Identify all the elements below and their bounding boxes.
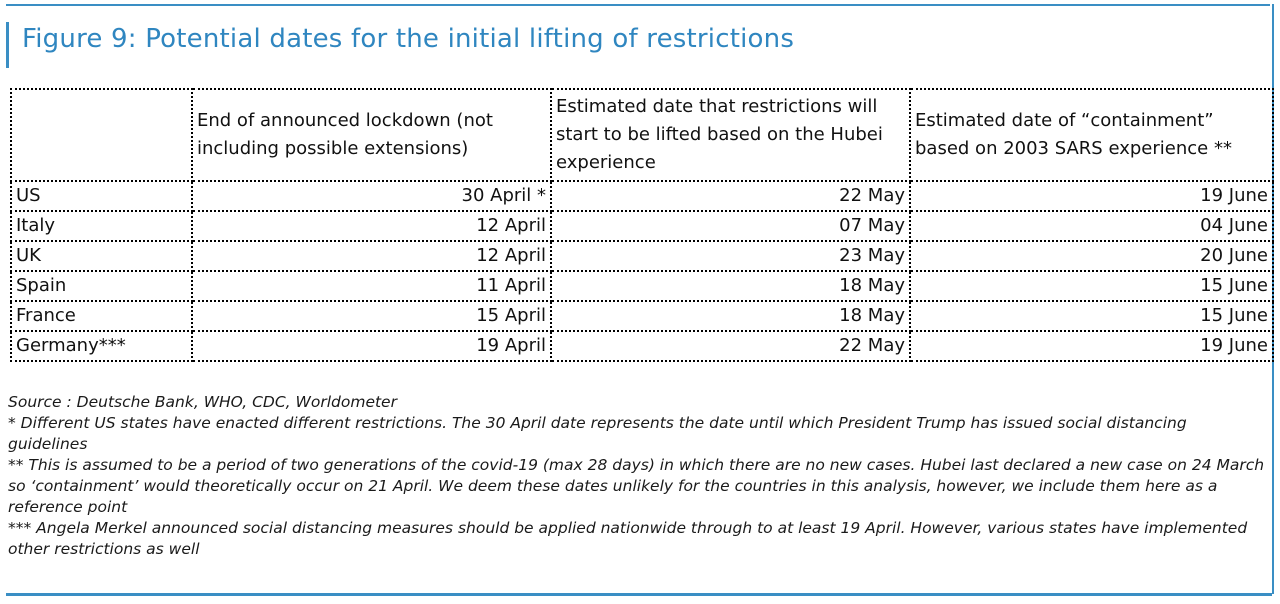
lockdown-end-cell: 30 April * — [192, 181, 551, 211]
header-sars-containment: Estimated date of “containment” based on 2003 SARS experience ** — [910, 89, 1273, 181]
lockdown-end-cell: 12 April — [192, 241, 551, 271]
lockdown-end-cell: 15 April — [192, 301, 551, 331]
figure-notes — [8, 392, 1266, 560]
footnote-us: * Different US states have enacted different restrictions. The 30 April date represents the date until which President Trump has issued social distancing guidelines — [8, 414, 1187, 453]
sars-date-cell: 15 June — [910, 271, 1273, 301]
country-cell: Germany*** — [11, 331, 192, 361]
dates-table — [10, 88, 1274, 362]
hubei-date-cell: 23 May — [551, 241, 910, 271]
hubei-date-cell: 18 May — [551, 301, 910, 331]
country-cell: France — [11, 301, 192, 331]
table-row — [11, 301, 1273, 331]
footnote-containment: ** This is assumed to be a period of two generations of the covid-19 (max 28 days) in which there are no new cases. Hubei last declared a new case on 24 March so ‘containment’ would theoretically occur on 21 April. We deem these dates unlikely for the countries in this analysis, however, we include them here as a reference point — [8, 456, 1265, 516]
hubei-date-cell: 22 May — [551, 331, 910, 361]
bottom-rule — [6, 593, 1272, 596]
country-cell: UK — [11, 241, 192, 271]
header-end-of-lockdown: End of announced lockdown (not including possible extensions) — [192, 89, 551, 181]
country-cell: Spain — [11, 271, 192, 301]
country-cell: US — [11, 181, 192, 211]
sars-date-cell: 15 June — [910, 301, 1273, 331]
top-rule — [6, 4, 1270, 6]
lockdown-end-cell: 19 April — [192, 331, 551, 361]
footnote-germany: *** Angela Merkel announced social distancing measures should be applied nationwide through to at least 19 April. However, various states have implemented other restrictions as well — [8, 519, 1248, 558]
sars-date-cell: 20 June — [910, 241, 1273, 271]
table-row — [11, 211, 1273, 241]
table-row — [11, 331, 1273, 361]
source-note: Source : Deutsche Bank, WHO, CDC, Worldometer — [8, 393, 397, 411]
figure-title: Figure 9: Potential dates for the initial lifting of restrictions — [22, 24, 795, 54]
table-header-row — [11, 89, 1273, 181]
hubei-date-cell: 07 May — [551, 211, 910, 241]
table-row — [11, 241, 1273, 271]
lockdown-end-cell: 12 April — [192, 211, 551, 241]
sars-date-cell: 04 June — [910, 211, 1273, 241]
sars-date-cell: 19 June — [910, 181, 1273, 211]
table-row — [11, 181, 1273, 211]
header-hubei-estimate: Estimated date that restrictions will start to be lifted based on the Hubei experience — [551, 89, 910, 181]
header-country — [11, 89, 192, 181]
country-cell: Italy — [11, 211, 192, 241]
hubei-date-cell: 18 May — [551, 271, 910, 301]
sars-date-cell: 19 June — [910, 331, 1273, 361]
table-row — [11, 271, 1273, 301]
hubei-date-cell: 22 May — [551, 181, 910, 211]
lockdown-end-cell: 11 April — [192, 271, 551, 301]
title-accent-bar — [6, 22, 9, 68]
